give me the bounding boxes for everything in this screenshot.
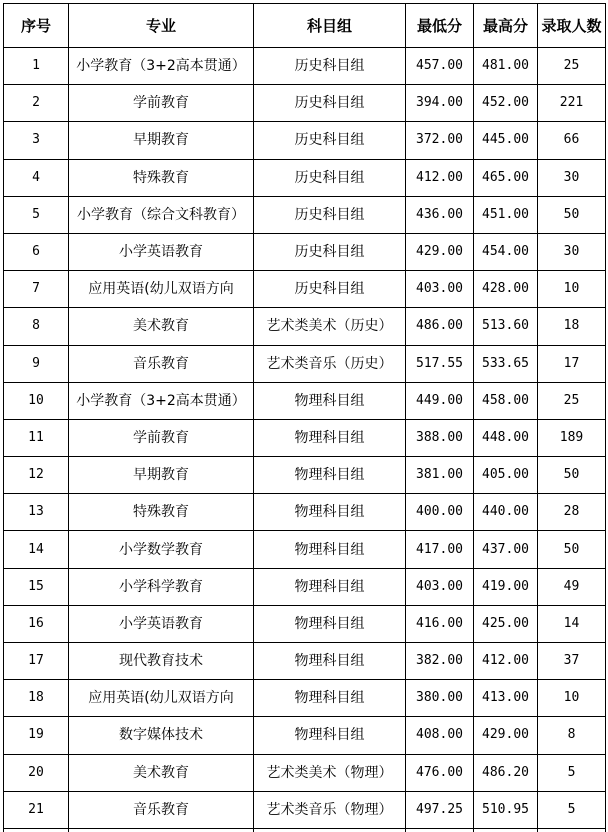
cell-major: 学前教育 (69, 85, 254, 122)
cell-no: 11 (4, 419, 69, 456)
cell-subject-group: 物理科目组 (254, 419, 406, 456)
cell-admitted-count: 66 (538, 122, 606, 159)
cell-major: 音乐教育 (69, 345, 254, 382)
cell-min-score: 417.00 (406, 531, 474, 568)
cell-no: 21 (4, 791, 69, 828)
admission-score-table-wrapper (3, 3, 605, 832)
cell-max-score: 448.00 (474, 419, 538, 456)
table-row (4, 457, 606, 494)
cell-major: 小学教育（3+2高本贯通） (69, 48, 254, 85)
cell-admitted-count: 5 (538, 791, 606, 828)
cell-admitted-count: 17 (538, 345, 606, 382)
cell-subject-group: 艺术类美术（物理） (254, 754, 406, 791)
cell-no: 19 (4, 717, 69, 754)
column-header-subject-group: 科目组 (254, 4, 406, 48)
cell-major: 早期教育 (69, 122, 254, 159)
cell-no: 9 (4, 345, 69, 382)
cell-major: 学前教育 (69, 419, 254, 456)
cell-subject-group: 物理科目组 (254, 531, 406, 568)
cell-subject-group: 物理科目组 (254, 680, 406, 717)
cell-min-score: 388.00 (406, 419, 474, 456)
table-row (4, 85, 606, 122)
cell-no: 16 (4, 605, 69, 642)
cell-no: 2 (4, 85, 69, 122)
cell-major: 小学教育（综合文科教育） (69, 196, 254, 233)
cell-admitted-count: 8 (538, 717, 606, 754)
cell-min-score: 486.00 (406, 308, 474, 345)
cell-max-score: 458.00 (474, 382, 538, 419)
cell-max-score: 513.60 (474, 308, 538, 345)
cell-min-score: 394.00 (406, 85, 474, 122)
table-row (4, 233, 606, 270)
cell-min-score: 380.00 (406, 680, 474, 717)
cell-subject-group (254, 828, 406, 832)
cell-no: 15 (4, 568, 69, 605)
cell-subject-group: 物理科目组 (254, 643, 406, 680)
column-header-major: 专业 (69, 4, 254, 48)
cell-min-score: 408.00 (406, 717, 474, 754)
cell-admitted-count: 10 (538, 680, 606, 717)
cell-no: 18 (4, 680, 69, 717)
cell-no: 6 (4, 233, 69, 270)
cell-admitted-count: 189 (538, 419, 606, 456)
cell-major: 特殊教育 (69, 159, 254, 196)
cell-no: 10 (4, 382, 69, 419)
cell-max-score: 452.00 (474, 85, 538, 122)
cell-max-score: 451.00 (474, 196, 538, 233)
cell-major: 数字媒体技术 (69, 717, 254, 754)
cell-major (69, 828, 254, 832)
cell-max-score: 440.00 (474, 494, 538, 531)
cell-no: 20 (4, 754, 69, 791)
table-body (4, 48, 606, 832)
cell-major: 小学科学教育 (69, 568, 254, 605)
cell-min-score: 403.00 (406, 568, 474, 605)
cell-max-score: 437.00 (474, 531, 538, 568)
cell-max-score: 419.00 (474, 568, 538, 605)
cell-admitted-count: 30 (538, 159, 606, 196)
cell-admitted-count: 50 (538, 196, 606, 233)
table-row (4, 791, 606, 828)
cell-major: 小学英语教育 (69, 605, 254, 642)
table-row (4, 568, 606, 605)
cell-admitted-count: 221 (538, 85, 606, 122)
cell-major: 小学数学教育 (69, 531, 254, 568)
cell-no: 4 (4, 159, 69, 196)
cell-admitted-count: 5 (538, 754, 606, 791)
table-row (4, 196, 606, 233)
admission-score-table (3, 3, 606, 832)
cell-min-score: 382.00 (406, 643, 474, 680)
table-row (4, 308, 606, 345)
table-row (4, 605, 606, 642)
cell-max-score: 486.20 (474, 754, 538, 791)
cell-admitted-count: 18 (538, 308, 606, 345)
header-row (4, 4, 606, 48)
cell-admitted-count: 50 (538, 531, 606, 568)
cell-max-score: 481.00 (474, 48, 538, 85)
cell-no: 1 (4, 48, 69, 85)
cell-subject-group: 物理科目组 (254, 457, 406, 494)
cell-major: 应用英语(幼儿双语方向 (69, 271, 254, 308)
cell-max-score: 429.00 (474, 717, 538, 754)
table-row (4, 271, 606, 308)
cell-subject-group: 物理科目组 (254, 605, 406, 642)
table-header (4, 4, 606, 48)
cell-min-score: 476.00 (406, 754, 474, 791)
table-row (4, 48, 606, 85)
cell-admitted-count: 28 (538, 494, 606, 531)
table-row (4, 419, 606, 456)
cell-min-score: 381.00 (406, 457, 474, 494)
cell-subject-group: 物理科目组 (254, 382, 406, 419)
column-header-max-score: 最高分 (474, 4, 538, 48)
cell-min-score (406, 828, 474, 832)
cell-no: 14 (4, 531, 69, 568)
table-row (4, 382, 606, 419)
cell-major: 现代教育技术 (69, 643, 254, 680)
table-row (4, 345, 606, 382)
table-row-partial (4, 828, 606, 832)
cell-subject-group: 历史科目组 (254, 85, 406, 122)
cell-min-score: 429.00 (406, 233, 474, 270)
cell-major: 音乐教育 (69, 791, 254, 828)
cell-major: 小学教育（3+2高本贯通） (69, 382, 254, 419)
cell-admitted-count: 25 (538, 48, 606, 85)
cell-subject-group: 艺术类音乐（历史） (254, 345, 406, 382)
cell-max-score: 412.00 (474, 643, 538, 680)
cell-major: 小学英语教育 (69, 233, 254, 270)
cell-subject-group: 艺术类美术（历史） (254, 308, 406, 345)
cell-subject-group: 物理科目组 (254, 494, 406, 531)
cell-subject-group: 历史科目组 (254, 48, 406, 85)
column-header-no: 序号 (4, 4, 69, 48)
cell-max-score: 533.65 (474, 345, 538, 382)
cell-max-score: 465.00 (474, 159, 538, 196)
cell-max-score: 510.95 (474, 791, 538, 828)
cell-max-score: 454.00 (474, 233, 538, 270)
table-row (4, 159, 606, 196)
cell-no: 3 (4, 122, 69, 159)
cell-no (4, 828, 69, 832)
cell-max-score: 425.00 (474, 605, 538, 642)
cell-max-score (474, 828, 538, 832)
cell-min-score: 372.00 (406, 122, 474, 159)
table-row (4, 717, 606, 754)
table-row (4, 754, 606, 791)
cell-max-score: 428.00 (474, 271, 538, 308)
cell-admitted-count: 30 (538, 233, 606, 270)
cell-max-score: 405.00 (474, 457, 538, 494)
cell-admitted-count: 49 (538, 568, 606, 605)
cell-min-score: 412.00 (406, 159, 474, 196)
cell-subject-group: 物理科目组 (254, 568, 406, 605)
column-header-admitted-count: 录取人数 (538, 4, 606, 48)
cell-admitted-count: 25 (538, 382, 606, 419)
cell-subject-group: 历史科目组 (254, 271, 406, 308)
cell-min-score: 436.00 (406, 196, 474, 233)
cell-major: 美术教育 (69, 308, 254, 345)
cell-subject-group: 历史科目组 (254, 233, 406, 270)
cell-admitted-count: 14 (538, 605, 606, 642)
table-row (4, 494, 606, 531)
cell-admitted-count: 50 (538, 457, 606, 494)
column-header-min-score: 最低分 (406, 4, 474, 48)
cell-no: 12 (4, 457, 69, 494)
cell-major: 美术教育 (69, 754, 254, 791)
cell-min-score: 497.25 (406, 791, 474, 828)
table-row (4, 122, 606, 159)
cell-subject-group: 历史科目组 (254, 122, 406, 159)
cell-subject-group: 物理科目组 (254, 717, 406, 754)
cell-subject-group: 历史科目组 (254, 196, 406, 233)
cell-major: 早期教育 (69, 457, 254, 494)
cell-min-score: 400.00 (406, 494, 474, 531)
table-row (4, 680, 606, 717)
cell-subject-group: 艺术类音乐（物理） (254, 791, 406, 828)
cell-no: 5 (4, 196, 69, 233)
cell-admitted-count: 37 (538, 643, 606, 680)
cell-no: 8 (4, 308, 69, 345)
table-row (4, 531, 606, 568)
cell-min-score: 449.00 (406, 382, 474, 419)
cell-admitted-count: 10 (538, 271, 606, 308)
cell-major: 特殊教育 (69, 494, 254, 531)
cell-admitted-count (538, 828, 606, 832)
cell-no: 7 (4, 271, 69, 308)
cell-subject-group: 历史科目组 (254, 159, 406, 196)
cell-min-score: 403.00 (406, 271, 474, 308)
cell-min-score: 517.55 (406, 345, 474, 382)
cell-max-score: 413.00 (474, 680, 538, 717)
cell-no: 17 (4, 643, 69, 680)
cell-min-score: 457.00 (406, 48, 474, 85)
cell-major: 应用英语(幼儿双语方向 (69, 680, 254, 717)
cell-min-score: 416.00 (406, 605, 474, 642)
table-row (4, 643, 606, 680)
cell-max-score: 445.00 (474, 122, 538, 159)
cell-no: 13 (4, 494, 69, 531)
